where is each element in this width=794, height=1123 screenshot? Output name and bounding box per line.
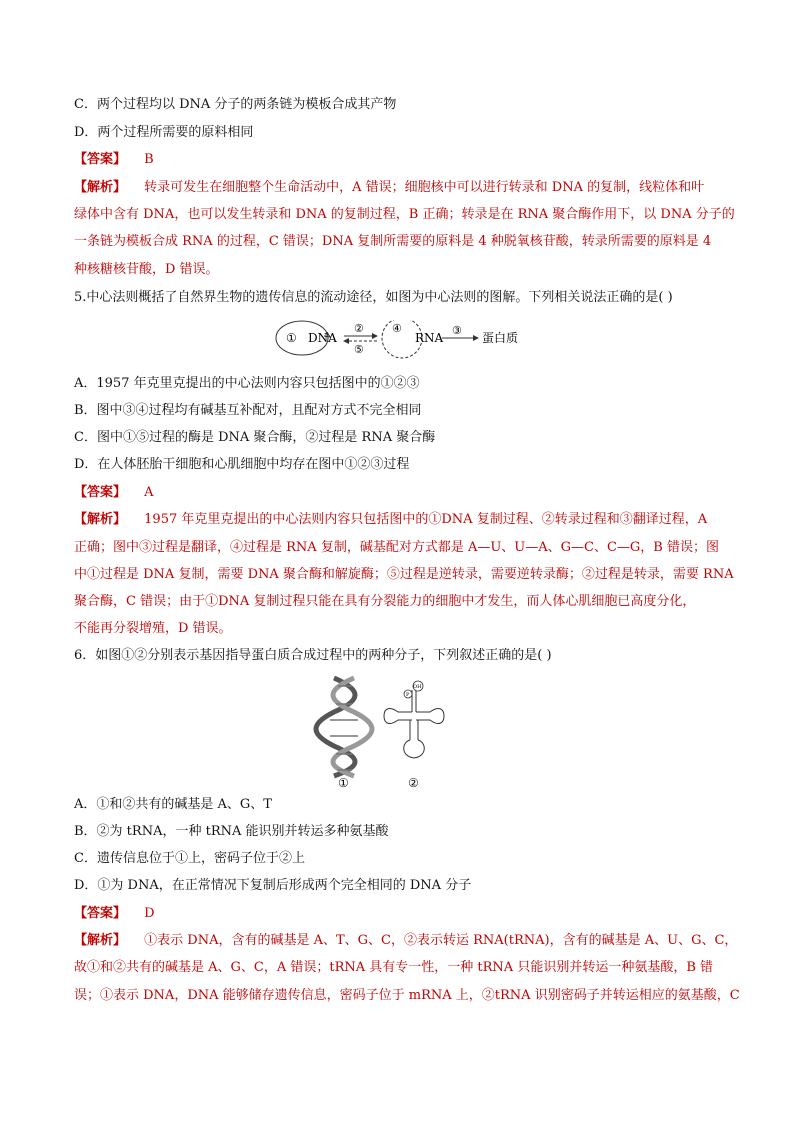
p-label: P [406,692,410,698]
q6-answer-row [74,905,155,923]
label-1: ① [286,331,297,345]
q4-analysis-line-2: 绿体中含有 DNA，也可以发生转录和 DNA 的复制过程，B 正确；转录是在 RNA 聚合酶作用下，以 DNA 分子的 [74,207,735,222]
q4-option-c: C．两个过程均以 DNA 分子的两条链为模板合成其产物 [74,97,397,112]
analysis-text: 转录可发生在细胞整个生命活动中，A 错误；细胞核中可以进行转录和 DNA 的复制，线粒体和叶 [144,180,705,195]
dna-helix-image [316,678,372,776]
analysis-tag: 【解析】 [74,180,127,195]
q5-option-c: C．图中①⑤过程的酶是 DNA 聚合酶，②过程是 RNA 聚合酶 [74,430,436,445]
q5-analysis-line-1 [74,511,707,529]
q5-analysis-line-2: 正确；图中③过程是翻译，④过程是 RNA 复制，碱基配对方式都是 A—U、U—A、G—C、C—G，B 错误；图 [74,540,719,555]
answer-value: D [144,906,155,921]
q4-analysis-line-1 [74,179,704,197]
answer-value: A [144,485,154,500]
q6-option-a: A．①和②共有的碱基是 A、G、T [74,797,272,812]
q5-analysis-line-4: 聚合酶，C 错误；由于①DNA 复制过程只能在具有分裂能力的细胞中才发生，而人体心肌细胞已高度分化， [74,594,696,609]
q6-analysis-line-1 [74,932,737,950]
q6-analysis-line-3: 误；①表示 DNA，DNA 能够储存遗传信息，密码子位于 mRNA 上，②tRNA 识别密码子并转运相应的氨基酸，C [74,988,740,1003]
q6-stem: 6．如图①②分别表示基因指导蛋白质合成过程中的两种分子，下列叙述正确的是( ) [74,648,552,663]
trna-cloverleaf-image [384,690,444,758]
answer-tag: 【答案】 [74,152,127,167]
analysis-text: 1957 年克里克提出的中心法则内容只包括图中的①DNA 复制过程、②转录过程和③翻译过程，A [144,512,708,527]
figure-label-1: ① [338,776,349,788]
q4-analysis-line-4: 种核糖核苷酸，D 错误。 [74,262,219,277]
dna-trna-figure [312,676,452,788]
q4-option-d: D．两个过程所需要的原料相同 [74,125,254,140]
q6-option-b: B．②为 tRNA，一种 tRNA 能识别并转运多种氨基酸 [74,824,389,839]
q5-option-d: D．在人体胚胎干细胞和心肌细胞中均存在图中①②③过程 [74,457,410,472]
central-dogma-diagram [272,320,542,360]
label-rna: RNA [415,331,444,345]
answer-tag: 【答案】 [74,906,127,921]
q5-answer-row [74,484,154,502]
label-3: ③ [452,324,462,337]
figure-label-2: ② [408,776,419,788]
q5-analysis-line-5: 不能再分裂增殖，D 错误。 [74,621,232,636]
q5-analysis-line-3: 中①过程是 DNA 复制，需要 DNA 聚合酶和解旋酶；⑤过程是逆转录，需要逆转录酶；②过程是转录，需要 RNA [74,567,734,582]
q4-answer-row [74,151,154,169]
q4-analysis-line-3: 一条链为模板合成 RNA 的过程，C 错误；DNA 复制所需要的原料是 4 种脱氧核苷酸，转录所需要的原料是 4 [74,234,712,249]
q6-analysis-line-2: 故①和②共有的碱基是 A、G、C，A 错误；tRNA 具有专一性，一种 tRNA 只能识别并转运一种氨基酸，B 错 [74,960,714,975]
answer-value: B [144,152,154,167]
label-2: ② [354,322,364,335]
q5-option-a: A．1957 年克里克提出的中心法则内容只包括图中的①②③ [74,376,420,391]
analysis-text: ①表示 DNA，含有的碱基是 A、T、G、C，②表示转运 RNA(tRNA)，含有的碱基是 A、U、G、C， [144,933,738,948]
oh-label: OH [413,684,422,690]
label-4: ④ [392,322,402,335]
label-protein: 蛋白质 [482,331,519,345]
analysis-tag: 【解析】 [74,933,127,948]
q5-option-b: B．图中③④过程均有碱基互补配对，且配对方式不完全相同 [74,403,422,418]
answer-tag: 【答案】 [74,485,127,500]
q6-option-c: C．遗传信息位于①上，密码子位于②上 [74,851,305,866]
label-5: ⑤ [354,343,364,356]
label-dna: DNA [308,331,337,345]
q5-stem: 5.中心法则概括了自然界生物的遗传信息的流动途径，如图为中心法则的图解。下列相关说法正确的是( ) [74,290,673,305]
q6-option-d: D．①为 DNA，在正常情况下复制后形成两个完全相同的 DNA 分子 [74,878,472,893]
analysis-tag: 【解析】 [74,512,127,527]
